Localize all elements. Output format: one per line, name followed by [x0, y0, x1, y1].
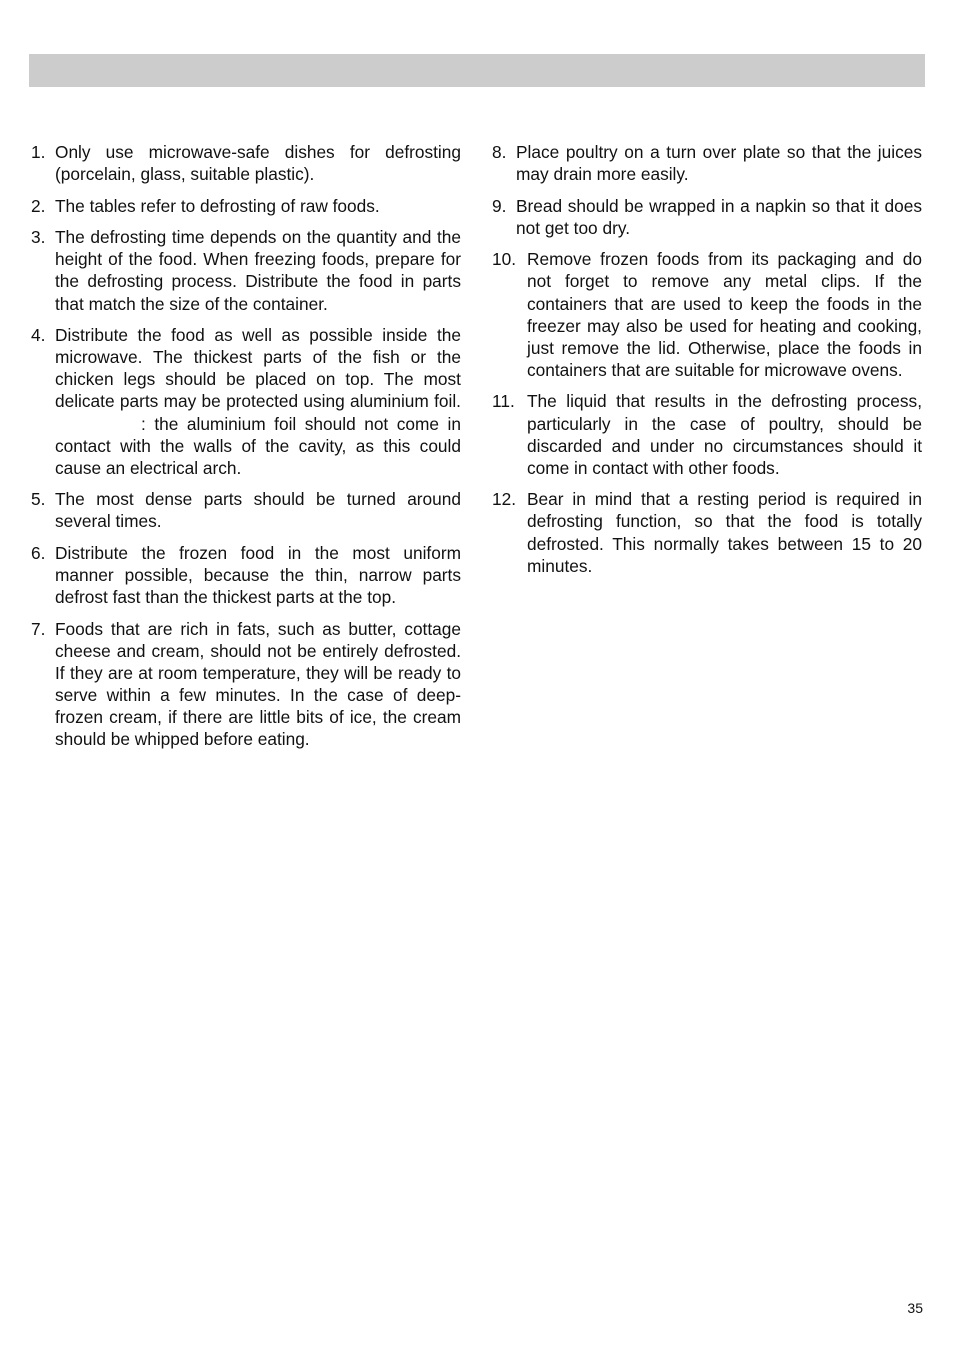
- item-text: Place poultry on a turn over plate so that the juices may drain more easily.: [516, 142, 922, 185]
- list-item: [31, 195, 461, 217]
- item-text: The tables refer to defrosting of raw foods.: [55, 195, 380, 216]
- item-text: Only use microwave-safe dishes for defrosting (porcelain, glass, suitable plastic).: [55, 142, 461, 185]
- item-text-after-gap: : the aluminium foil should not come in contact with the walls of the cavity, as this could cause an electrical arch.: [55, 413, 461, 478]
- list-item: [31, 324, 461, 479]
- item-text: Remove frozen foods from its packaging and do not forget to remove any metal clips. If the containers that are used to keep the foods in the freezer may also be used for heating and cooking, just remove the lid. Otherwise, place the foods in containers that are suitable for microwave ovens.: [527, 249, 922, 380]
- header-bar: [29, 54, 925, 87]
- list-item: [31, 141, 461, 185]
- list-item: [492, 488, 922, 576]
- item-number: 2.: [31, 195, 46, 216]
- page-number: 35: [907, 1300, 923, 1316]
- item-text: Bear in mind that a resting period is required in defrosting function, so that the food is totally defrosted. This normally takes between 15 to 20 minutes.: [527, 489, 922, 576]
- item-number: 6.: [31, 543, 46, 563]
- item-number: 11.: [492, 391, 515, 412]
- item-text: The most dense parts should be turned around several times.: [55, 489, 461, 532]
- list-item: [492, 390, 922, 478]
- item-text: Bread should be wrapped in a napkin so that it does not get too dry.: [516, 195, 922, 238]
- item-number: 7.: [31, 618, 46, 639]
- item-text: Distribute the frozen food in the most uniform manner possible, because the thin, narrow parts defrost fast than the thickest parts at the top.: [55, 543, 461, 608]
- item-text: The liquid that results in the defrosting process, particularly in the case of poultry, should be discarded and under no circumstances should it come in contact with other foods.: [527, 391, 922, 478]
- item-number: 4.: [31, 325, 46, 346]
- right-column-list: [492, 141, 922, 586]
- item-number: 9.: [492, 195, 507, 216]
- list-item: [492, 248, 922, 381]
- item-number: 1.: [31, 142, 46, 162]
- list-item: [31, 226, 461, 314]
- item-text: Foods that are rich in fats, such as butter, cottage cheese and cream, should not be entirely defrosted. If they are at room temperature, they will be ready to serve within a few minutes. In the case of deep-frozen cream, if there are little bits of ice, the cream should be whipped before eating.: [55, 618, 461, 750]
- list-item: [492, 141, 922, 185]
- item-number: 3.: [31, 227, 46, 248]
- item-text-before-gap: Distribute the food as well as possible inside the microwave. The thickest parts of the fish or the chicken legs should be placed on top. The most delicate parts may be protected using aluminium foil.: [55, 325, 461, 412]
- list-item: [31, 618, 461, 751]
- item-number: 8.: [492, 142, 507, 162]
- item-number: 10.: [492, 249, 517, 270]
- item-number: 5.: [31, 489, 46, 510]
- list-item: [31, 488, 461, 532]
- list-item: [492, 195, 922, 239]
- item-number: 12.: [492, 489, 517, 510]
- list-item: [31, 542, 461, 608]
- item-text: [55, 324, 461, 479]
- left-column-list: [31, 141, 461, 760]
- item-text: The defrosting time depends on the quantity and the height of the food. When freezing foods, prepare for the defrosting process. Distribute the food in parts that match the size of the container.: [55, 227, 461, 314]
